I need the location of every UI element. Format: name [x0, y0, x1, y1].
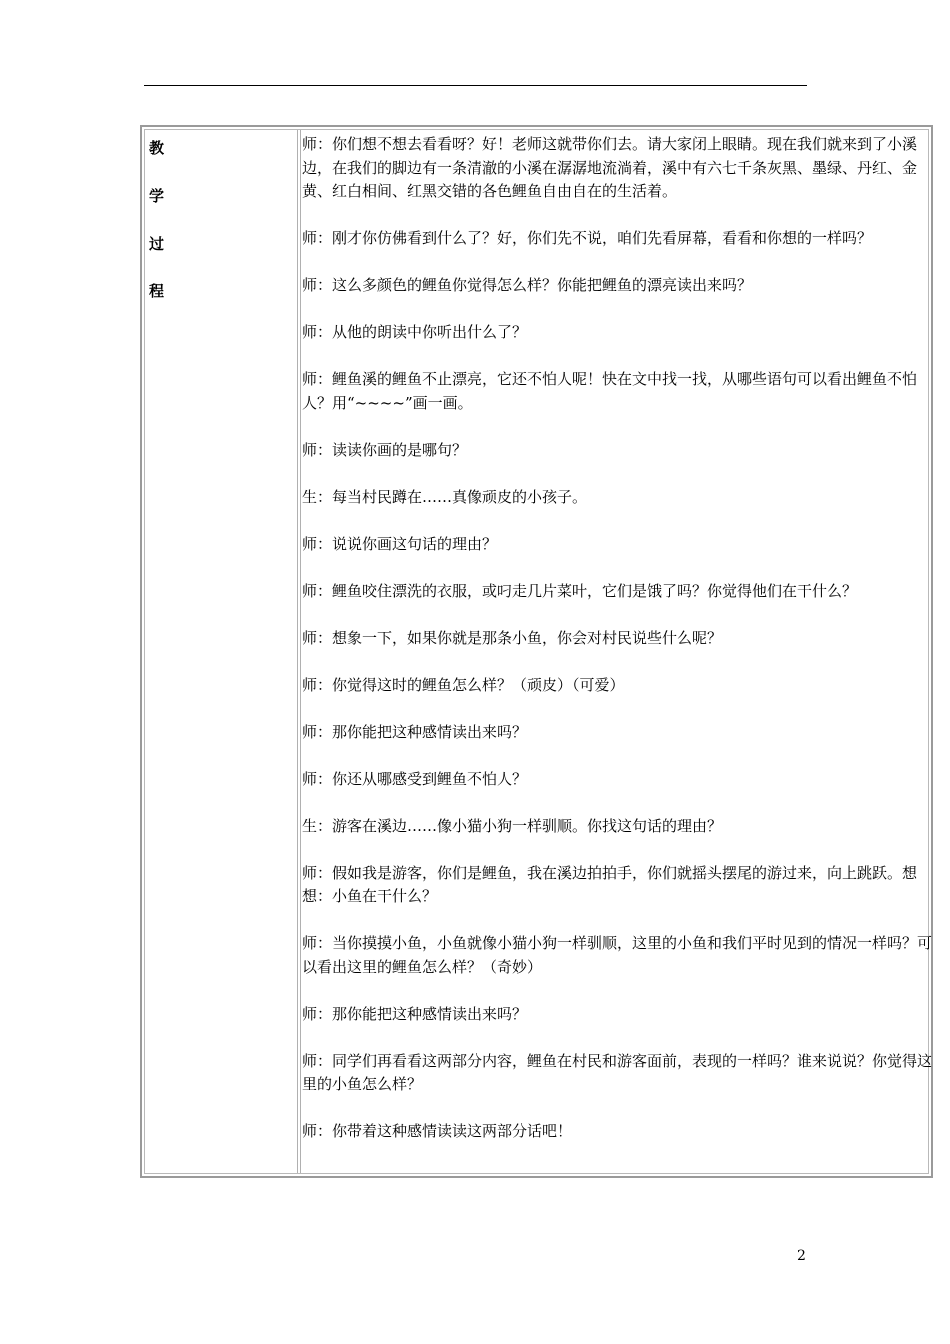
lesson-table	[140, 125, 933, 1178]
dialogue-paragraph: 师：鲤鱼咬住漂洗的衣服，或叼走几片菜叶，它们是饿了吗？你觉得他们在干什么？	[302, 581, 858, 600]
dialogue-paragraph: 师：当你摸摸小鱼，小鱼就像小猫小狗一样驯顺，这里的小鱼和我们平时见到的情况一样吗？可以看出这里的鲤鱼怎么样？（奇妙）	[302, 934, 933, 976]
cell-divider	[297, 130, 301, 1173]
dialogue-paragraph: 师：你带着这种感情读读这两部分话吧！	[302, 1122, 573, 1140]
section-label-cell	[145, 130, 298, 1173]
page-number: 2	[797, 1248, 806, 1264]
section-label-char: 教	[149, 139, 165, 157]
section-label-char: 过	[149, 235, 165, 253]
dialogue-paragraph: 师：从他的朗读中你听出什么了？	[302, 323, 528, 341]
section-label-char: 程	[149, 282, 165, 300]
dialogue-paragraph: 师：鲤鱼溪的鲤鱼不止漂亮，它还不怕人呢！快在文中找一找，从哪些语句可以看出鲤鱼不怕人？用“~~~~”画一画。	[302, 370, 918, 412]
dialogue-paragraph: 师：这么多颜色的鲤鱼你觉得怎么样？你能把鲤鱼的漂亮读出来吗？	[302, 276, 753, 294]
section-label-char: 学	[149, 187, 165, 205]
dialogue-paragraph: 师：说说你画这句话的理由？	[302, 534, 498, 553]
dialogue-paragraph: 师：那你能把这种感情读出来吗？	[302, 722, 528, 741]
dialogue-paragraph: 师：假如我是游客，你们是鲤鱼，我在溪边拍拍手，你们就摇头摆尾的游过来，向上跳跃。想想：小鱼在干什么？	[302, 863, 918, 905]
header-rule	[144, 85, 807, 86]
dialogue-paragraph: 生：游客在溪边……像小猫小狗一样驯顺。你找这句话的理由？	[302, 816, 723, 835]
dialogue-paragraph: 师：读读你画的是哪句？	[302, 440, 468, 459]
dialogue-paragraph: 师：想象一下，如果你就是那条小鱼，你会对村民说些什么呢？	[302, 628, 723, 647]
dialogue-paragraph: 师：你还从哪感受到鲤鱼不怕人？	[302, 769, 528, 788]
dialogue-paragraph: 师：同学们再看看这两部分内容，鲤鱼在村民和游客面前，表现的一样吗？谁来说说？你觉得这里的小鱼怎么样？	[302, 1051, 933, 1093]
dialogue-paragraph: 生：每当村民蹲在……真像顽皮的小孩子。	[302, 487, 588, 506]
table-inner-border	[144, 129, 933, 1174]
dialogue-content-cell	[302, 133, 935, 1167]
dialogue-paragraph: 师：刚才你仿佛看到什么了？好，你们先不说，咱们先看屏幕，看看和你想的一样吗？	[302, 229, 873, 247]
dialogue-paragraph: 师：你觉得这时的鲤鱼怎么样？（顽皮）（可爱）	[302, 675, 625, 694]
dialogue-paragraph: 师：你们想不想去看看呀？好！老师这就带你们去。请大家闭上眼睛。现在我们就来到了小溪边，在我们的脚边有一条清澈的小溪在潺潺地流淌着，溪中有六七千条灰黑、墨绿、丹红、金黄、红白相间、红黑交错的各色鲤鱼自由自在的生活着。	[302, 135, 918, 200]
dialogue-paragraph: 师：那你能把这种感情读出来吗？	[302, 1004, 528, 1023]
